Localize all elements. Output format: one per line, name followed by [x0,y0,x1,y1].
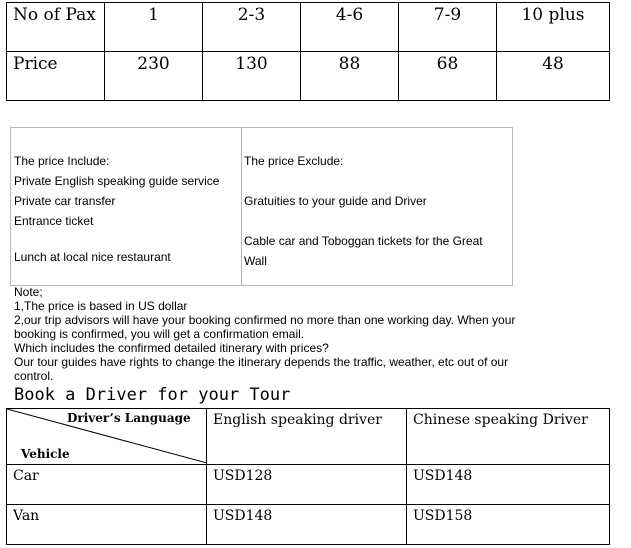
notes-line: Which includes the confirmed detailed itinerary with prices? [14,341,329,355]
notes-line: 2,our trip advisors will have your booking confirmed no more than one working day. When your [14,313,516,327]
price-7-9: 68 [399,52,497,101]
pax-10-plus: 10 plus [497,3,610,52]
include-item: Lunch at local nice restaurant [14,250,171,264]
includes-box [10,127,513,286]
column-header-chinese: Chinese speaking Driver [407,409,610,465]
notes-line: control. [14,369,54,383]
price-table [6,2,610,101]
pax-4-6: 4-6 [301,3,399,52]
price-2-3: 130 [203,52,301,101]
exclude-item: Gratuities to your guide and Driver [244,194,427,208]
pax-label: No of Pax [7,3,105,52]
includes-divider [241,128,242,285]
vehicle-van: Van [7,505,207,545]
price-label: Price [7,52,105,101]
notes [14,285,574,383]
include-item: Private car transfer [14,194,116,208]
driver-section-title: Book a Driver for your Tour [14,385,291,405]
column-header-english: English speaking driver [207,409,407,465]
price-10-plus: 48 [497,52,610,101]
exclude-item: Cable car and Toboggan tickets for the Great [244,234,483,248]
corner-header-cell [7,409,207,465]
notes-line: 1,The price is based in US dollar [14,299,188,313]
price-chinese-car: USD148 [407,465,610,505]
corner-language-label: Driver’s Language [67,411,191,425]
pax-7-9: 7-9 [399,3,497,52]
price-chinese-van: USD158 [407,505,610,545]
exclude-item: Wall [244,254,267,268]
price-1: 230 [105,52,203,101]
vehicle-car: Car [7,465,207,505]
notes-line: booking is confirmed, you will get a confirmation email. [14,327,305,341]
driver-table-header-row [7,409,610,465]
include-title: The price Include: [14,154,110,168]
price-4-6: 88 [301,52,399,101]
price-english-car: USD128 [207,465,407,505]
include-item: Private English speaking guide service [14,174,220,188]
price-table-price-row [7,52,610,101]
price-english-van: USD148 [207,505,407,545]
pax-2-3: 2-3 [203,3,301,52]
notes-line: Our tour guides have rights to change the itinerary depends the traffic, weather, etc out of our [14,355,509,369]
pax-1: 1 [105,3,203,52]
driver-table [6,408,610,545]
table-row [7,505,610,545]
table-row [7,465,610,505]
price-table-header-row [7,3,610,52]
include-item: Entrance ticket [14,214,94,228]
exclude-title: The price Exclude: [244,154,344,168]
corner-vehicle-label: Vehicle [21,447,70,461]
notes-line: Note; [14,285,43,299]
